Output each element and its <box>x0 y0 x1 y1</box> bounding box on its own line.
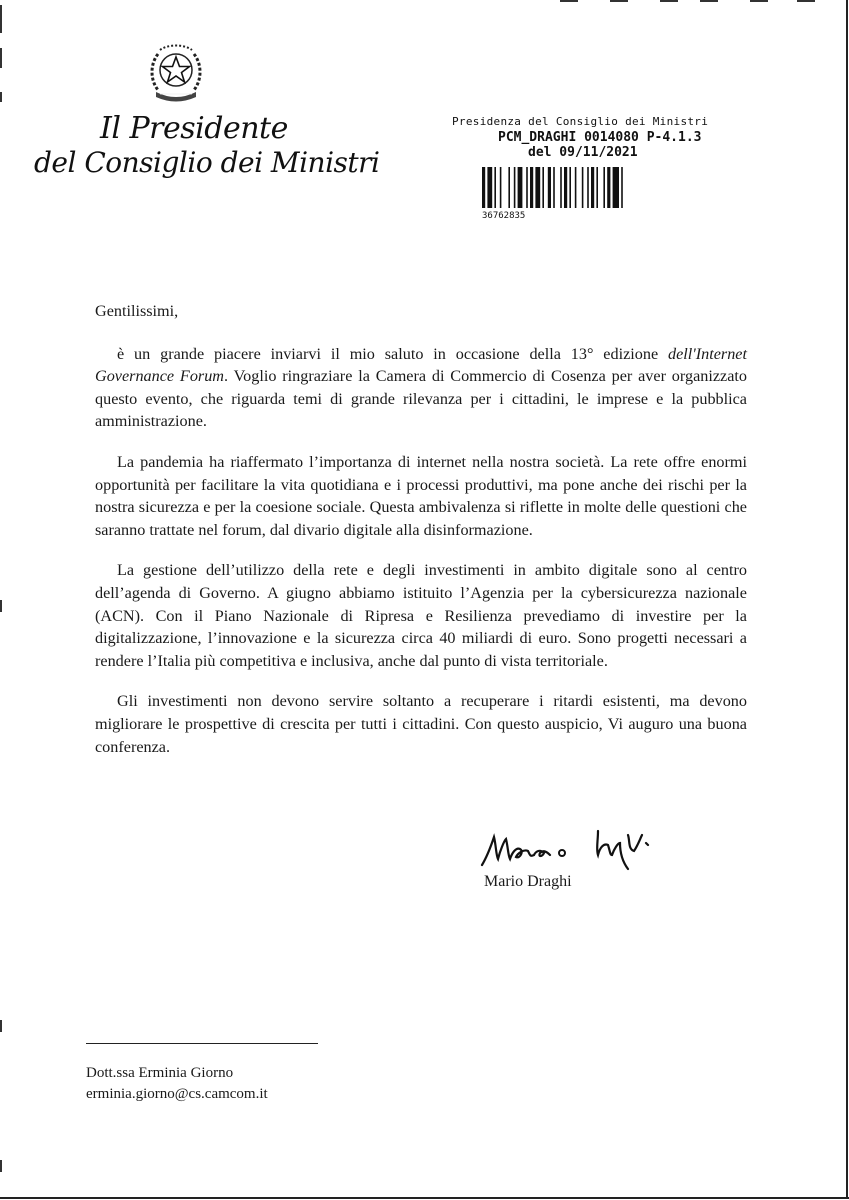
barcode-bar <box>621 167 623 208</box>
barcode-bar <box>587 167 589 208</box>
scan-edge-top-mark <box>750 0 768 2</box>
barcode-bar <box>564 167 567 208</box>
scan-edge-left-mark <box>0 5 2 33</box>
signer-name: Mario Draghi <box>484 873 572 890</box>
scan-edge-top-mark <box>660 0 678 2</box>
barcode-bar <box>508 167 510 208</box>
barcode-bar <box>582 167 584 208</box>
barcode-bar <box>482 167 485 208</box>
barcode-bar <box>530 167 533 208</box>
scan-edge-left-mark <box>0 600 2 612</box>
paragraph-1-end: . Voglio ringraziare la Camera di Commercio di Cosenza per aver organizzato questo evento, che riguarda temi di grande rilevanza per i cittadini, le imprese e la pubblica amministrazione. <box>95 367 747 431</box>
barcode-bar <box>542 167 544 208</box>
protocol-stamp <box>452 115 708 160</box>
barcode-bar <box>575 167 577 208</box>
footer-divider <box>86 1043 318 1044</box>
barcode-bar <box>494 167 496 208</box>
protocol-date: del 09/11/2021 <box>528 145 638 160</box>
scan-edge-bottom <box>0 1197 849 1199</box>
paragraph-1 <box>95 343 747 433</box>
scan-edge-left-mark <box>0 1020 2 1032</box>
barcode-bar <box>514 167 516 208</box>
protocol-number: PCM_DRAGHI 0014080 P-4.1.3 <box>498 130 702 145</box>
scan-edge-right <box>846 0 848 1198</box>
italian-republic-emblem-icon <box>146 40 206 106</box>
barcode-bar <box>553 167 555 208</box>
barcode-bar <box>569 167 571 208</box>
recipient-block <box>86 1063 268 1105</box>
office-title-line2: del Consiglio dei Ministri <box>34 146 380 179</box>
office-title <box>34 112 380 180</box>
barcode-bar <box>518 167 523 208</box>
event-name: dell'Internet Governance Forum <box>95 344 747 386</box>
barcode-number: 36762835 <box>482 211 526 221</box>
paragraph-3: La gestione dell’utilizzo della rete e degli investimenti in ambito digitale sono al centro dell’agenda di Governo. A giugno abbiamo istituito l’Agenzia per la cybersicurezza nazionale (ACN). Con il Piano Nazionale di Ripresa e Resilienza prevediamo di investire per la digitalizzazione, l’innovazione e la sicurezza circa 40 miliardi di euro. Sono progetti necessari a rendere l’Italia più competitiva e inclusiva, anche dal punto di vista territoriale. <box>95 561 747 670</box>
barcode-bar <box>613 167 619 208</box>
scan-edge-left-mark <box>0 92 2 102</box>
barcode-bar <box>560 167 562 208</box>
paragraph-1-start: è un grande piacere inviarvi il mio saluto in occasione della 13° edizione <box>117 344 669 363</box>
barcode-bar <box>596 167 598 208</box>
handwritten-signature <box>478 825 688 873</box>
barcode-bar <box>500 167 502 208</box>
greeting: Gentilissimi, <box>95 302 179 320</box>
scan-edge-left-mark <box>0 48 2 68</box>
scan-edge-top-mark <box>700 0 718 2</box>
letter-body <box>95 300 747 776</box>
barcode-bar <box>548 167 551 208</box>
scan-edge-top-mark <box>610 0 628 2</box>
recipient-name: Dott.ssa Erminia Giorno <box>86 1065 234 1081</box>
barcode <box>482 167 700 208</box>
office-title-line1: Il Presidente <box>100 111 288 146</box>
scan-edge-top-mark <box>560 0 578 2</box>
barcode-bar <box>487 167 492 208</box>
paragraph-4: Gli investimenti non devono servire soltanto a recuperare i ritardi esistenti, ma devono migliorare le prospettive di crescita per tutti i cittadini. Con questo auspicio, Vi auguro una buona conferenza. <box>95 692 747 756</box>
protocol-organization: Presidenza del Consiglio dei Ministri <box>452 115 709 128</box>
scan-edge-top-mark <box>797 0 815 2</box>
barcode-bar <box>526 167 528 208</box>
barcode-bar <box>603 167 605 208</box>
scan-edge-left-mark <box>0 1160 2 1172</box>
paragraph-2: La pandemia ha riaffermato l’importanza di internet nella nostra società. La rete offre enormi opportunità per facilitare la vita quotidiana e i processi produttivi, ma pone anche dei rischi per la nostra sicurezza e per la coesione sociale. Questa ambivalenza si riflette in molte delle questioni che saranno trattate nel forum, dal divario digitale alla disinformazione. <box>95 452 747 539</box>
barcode-bar <box>607 167 610 208</box>
barcode-bar <box>591 167 594 208</box>
recipient-email: erminia.giorno@cs.camcom.it <box>86 1086 268 1102</box>
barcode-bar <box>535 167 540 208</box>
